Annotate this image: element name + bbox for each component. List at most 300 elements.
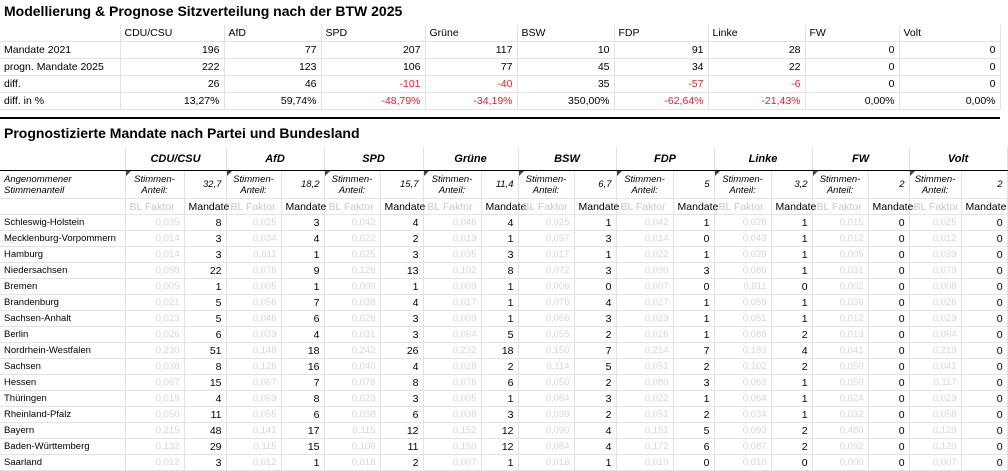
factor-cell[interactable]: 0,010 xyxy=(714,455,771,471)
mandate-cell[interactable]: 12 xyxy=(481,423,518,439)
factor-cell[interactable]: 0,059 xyxy=(714,295,771,311)
mandate-cell[interactable]: 4 xyxy=(481,215,518,231)
mandate-cell[interactable]: 18 xyxy=(281,343,324,359)
overview-party-name[interactable]: FDP xyxy=(614,25,708,42)
mandate-cell[interactable]: 1 xyxy=(673,247,714,263)
mandate-cell[interactable]: 0 xyxy=(868,407,909,423)
factor-cell[interactable]: 0,026 xyxy=(125,327,184,343)
overview-row-label[interactable]: diff. xyxy=(0,76,120,93)
factor-cell[interactable]: 0,150 xyxy=(518,343,574,359)
mandate-cell[interactable]: 0 xyxy=(868,311,909,327)
mandate-cell[interactable]: 4 xyxy=(380,295,423,311)
factor-cell[interactable]: 0,005 xyxy=(125,279,184,295)
party-header[interactable]: FW xyxy=(812,147,909,171)
factor-cell[interactable]: 0,183 xyxy=(714,343,771,359)
mandate-cell[interactable]: 2 xyxy=(380,455,423,471)
factor-cell[interactable]: 0,025 xyxy=(518,215,574,231)
mandate-cell[interactable]: 3 xyxy=(380,391,423,407)
mandate-cell[interactable]: 1 xyxy=(771,375,812,391)
mandate-cell[interactable]: 26 xyxy=(380,343,423,359)
mandate-cell[interactable]: 4 xyxy=(574,439,616,455)
mandate-cell[interactable]: 0 xyxy=(868,359,909,375)
factor-cell[interactable]: 0,021 xyxy=(125,295,184,311)
factor-cell[interactable]: 0,050 xyxy=(125,407,184,423)
factor-cell[interactable]: 0,012 xyxy=(812,231,868,247)
factor-cell[interactable]: 0,066 xyxy=(518,311,574,327)
mandate-cell[interactable]: 4 xyxy=(574,423,616,439)
factor-cell[interactable]: 0,019 xyxy=(125,391,184,407)
overview-value-cell[interactable]: -57 xyxy=(614,76,708,93)
overview-value-cell[interactable]: 91 xyxy=(614,42,708,59)
factor-cell[interactable]: 0,086 xyxy=(714,263,771,279)
factor-cell[interactable]: 0,008 xyxy=(909,279,961,295)
mandate-cell[interactable]: 6 xyxy=(481,375,518,391)
mandate-cell[interactable]: 5 xyxy=(184,295,226,311)
mandate-cell[interactable]: 0 xyxy=(868,247,909,263)
factor-cell[interactable]: 0,007 xyxy=(423,455,481,471)
mandate-cell[interactable]: 11 xyxy=(184,407,226,423)
mandate-cell[interactable]: 0 xyxy=(961,231,1007,247)
share-input[interactable]: 18,2 xyxy=(281,171,324,199)
mandate-cell[interactable]: 5 xyxy=(673,423,714,439)
overview-value-cell[interactable]: -21,43% xyxy=(708,93,805,110)
factor-cell[interactable]: 0,106 xyxy=(324,439,380,455)
mandate-cell[interactable]: 0 xyxy=(868,231,909,247)
overview-value-cell[interactable]: 10 xyxy=(517,42,614,59)
factor-cell[interactable]: 0,011 xyxy=(714,279,771,295)
mandate-cell[interactable]: 0 xyxy=(868,279,909,295)
factor-cell[interactable]: 0,023 xyxy=(909,391,961,407)
mandate-cell[interactable]: 7 xyxy=(281,375,324,391)
mandate-cell[interactable]: 0 xyxy=(961,327,1007,343)
factor-cell[interactable]: 0,041 xyxy=(909,359,961,375)
mandate-cell[interactable]: 6 xyxy=(184,327,226,343)
factor-cell[interactable]: 0,042 xyxy=(616,215,673,231)
overview-value-cell[interactable]: 34 xyxy=(614,59,708,76)
mandate-cell[interactable]: 3 xyxy=(574,311,616,327)
mandate-cell[interactable]: 3 xyxy=(380,311,423,327)
mandate-cell[interactable]: 6 xyxy=(380,407,423,423)
mandate-cell[interactable]: 2 xyxy=(380,231,423,247)
mandate-cell[interactable]: 0 xyxy=(961,375,1007,391)
factor-cell[interactable]: 0,035 xyxy=(125,215,184,231)
factor-cell[interactable]: 0,033 xyxy=(909,247,961,263)
factor-cell[interactable]: 0,058 xyxy=(324,407,380,423)
state-name[interactable]: Bremen xyxy=(0,279,125,295)
factor-cell[interactable]: 0,031 xyxy=(324,327,380,343)
mandate-cell[interactable]: 51 xyxy=(184,343,226,359)
mandate-cell[interactable]: 1 xyxy=(771,311,812,327)
state-name[interactable]: Nordrhein-Westfalen xyxy=(0,343,125,359)
overview-value-cell[interactable]: 13,27% xyxy=(120,93,224,110)
mandate-cell[interactable]: 0 xyxy=(868,327,909,343)
mandate-cell[interactable]: 22 xyxy=(184,263,226,279)
factor-cell[interactable]: 0,012 xyxy=(909,231,961,247)
factor-cell[interactable]: 0,014 xyxy=(125,247,184,263)
factor-cell[interactable]: 0,214 xyxy=(616,343,673,359)
mandate-cell[interactable]: 1 xyxy=(574,455,616,471)
factor-cell[interactable]: 0,013 xyxy=(423,231,481,247)
factor-cell[interactable]: 0,024 xyxy=(812,391,868,407)
share-input[interactable]: 2 xyxy=(961,171,1007,199)
factor-cell[interactable]: 0,084 xyxy=(518,439,574,455)
mandate-cell[interactable]: 0 xyxy=(868,439,909,455)
overview-value-cell[interactable]: 26 xyxy=(120,76,224,93)
mandate-cell[interactable]: 3 xyxy=(574,231,616,247)
factor-cell[interactable]: 0,126 xyxy=(226,359,281,375)
mandate-cell[interactable]: 7 xyxy=(281,295,324,311)
mandate-cell[interactable]: 1 xyxy=(673,295,714,311)
factor-cell[interactable]: 0,000 xyxy=(812,455,868,471)
factor-cell[interactable]: 0,480 xyxy=(812,423,868,439)
mandate-cell[interactable]: 3 xyxy=(380,247,423,263)
factor-cell[interactable]: 0,038 xyxy=(324,295,380,311)
factor-cell[interactable]: 0,022 xyxy=(324,231,380,247)
mandate-cell[interactable]: 0 xyxy=(868,343,909,359)
factor-cell[interactable]: 0,051 xyxy=(616,359,673,375)
mandate-cell[interactable]: 15 xyxy=(281,439,324,455)
factor-cell[interactable]: 0,025 xyxy=(324,247,380,263)
mandate-cell[interactable]: 12 xyxy=(481,439,518,455)
factor-cell[interactable]: 0,029 xyxy=(714,247,771,263)
factor-cell[interactable]: 0,076 xyxy=(423,375,481,391)
factor-cell[interactable]: 0,005 xyxy=(423,391,481,407)
factor-cell[interactable]: 0,115 xyxy=(226,439,281,455)
overview-value-cell[interactable]: 106 xyxy=(321,59,425,76)
mandate-cell[interactable]: 3 xyxy=(184,231,226,247)
mandate-cell[interactable]: 3 xyxy=(184,455,226,471)
overview-value-cell[interactable]: 22 xyxy=(708,59,805,76)
factor-cell[interactable]: 0,022 xyxy=(616,247,673,263)
factor-cell[interactable]: 0,046 xyxy=(423,215,481,231)
mandate-cell[interactable]: 3 xyxy=(281,215,324,231)
overview-party-name[interactable]: BSW xyxy=(517,25,614,42)
overview-value-cell[interactable]: 0,00% xyxy=(805,93,899,110)
mandate-cell[interactable]: 6 xyxy=(281,311,324,327)
factor-cell[interactable]: 0,023 xyxy=(909,311,961,327)
mandate-cell[interactable]: 0 xyxy=(961,455,1007,471)
factor-cell[interactable]: 0,215 xyxy=(125,423,184,439)
overview-value-cell[interactable]: 350,00% xyxy=(517,93,614,110)
factor-cell[interactable]: 0,026 xyxy=(616,327,673,343)
factor-cell[interactable]: 0,009 xyxy=(324,279,380,295)
mandate-cell[interactable]: 8 xyxy=(380,375,423,391)
factor-cell[interactable]: 0,093 xyxy=(714,423,771,439)
overview-value-cell[interactable]: 77 xyxy=(425,59,517,76)
factor-cell[interactable]: 0,050 xyxy=(518,375,574,391)
overview-row-label[interactable]: Mandate 2021 xyxy=(0,42,120,59)
factor-cell[interactable]: 0,012 xyxy=(226,455,281,471)
mandate-cell[interactable]: 29 xyxy=(184,439,226,455)
mandate-cell[interactable]: 2 xyxy=(673,407,714,423)
mandate-cell[interactable]: 1 xyxy=(481,391,518,407)
factor-cell[interactable]: 0,036 xyxy=(812,295,868,311)
factor-cell[interactable]: 0,023 xyxy=(125,311,184,327)
mandate-cell[interactable]: 1 xyxy=(673,215,714,231)
mandate-cell[interactable]: 4 xyxy=(771,343,812,359)
overview-value-cell[interactable]: 0 xyxy=(805,59,899,76)
overview-value-cell[interactable]: -62,64% xyxy=(614,93,708,110)
mandate-cell[interactable]: 9 xyxy=(281,263,324,279)
mandate-cell[interactable]: 5 xyxy=(574,359,616,375)
overview-value-cell[interactable]: 222 xyxy=(120,59,224,76)
mandate-cell[interactable]: 12 xyxy=(380,423,423,439)
factor-cell[interactable]: 0,056 xyxy=(226,295,281,311)
factor-cell[interactable]: 0,005 xyxy=(226,279,281,295)
factor-cell[interactable]: 0,023 xyxy=(616,311,673,327)
mandate-cell[interactable]: 3 xyxy=(673,375,714,391)
mandate-cell[interactable]: 1 xyxy=(281,247,324,263)
factor-cell[interactable]: 0,148 xyxy=(226,343,281,359)
state-name[interactable]: Thüringen xyxy=(0,391,125,407)
factor-cell[interactable]: 0,009 xyxy=(423,279,481,295)
party-header[interactable]: SPD xyxy=(324,147,423,171)
state-name[interactable]: Berlin xyxy=(0,327,125,343)
mandate-cell[interactable]: 3 xyxy=(481,407,518,423)
factor-cell[interactable]: 0,046 xyxy=(226,311,281,327)
party-header[interactable]: BSW xyxy=(518,147,616,171)
mandate-cell[interactable]: 0 xyxy=(673,279,714,295)
mandate-cell[interactable]: 1 xyxy=(574,247,616,263)
mandate-cell[interactable]: 0 xyxy=(771,455,812,471)
mandate-cell[interactable]: 2 xyxy=(574,327,616,343)
factor-cell[interactable]: 0,038 xyxy=(125,359,184,375)
factor-cell[interactable]: 0,014 xyxy=(616,231,673,247)
mandate-cell[interactable]: 0 xyxy=(961,359,1007,375)
overview-value-cell[interactable]: 59,74% xyxy=(224,93,321,110)
factor-cell[interactable]: 0,043 xyxy=(714,231,771,247)
factor-cell[interactable]: 0,102 xyxy=(714,359,771,375)
mandate-cell[interactable]: 0 xyxy=(961,343,1007,359)
mandate-cell[interactable]: 8 xyxy=(481,263,518,279)
overview-value-cell[interactable]: -6 xyxy=(708,76,805,93)
overview-value-cell[interactable]: 207 xyxy=(321,42,425,59)
factor-cell[interactable]: 0,033 xyxy=(226,327,281,343)
mandate-cell[interactable]: 1 xyxy=(771,247,812,263)
factor-cell[interactable]: 0,040 xyxy=(324,359,380,375)
mandate-cell[interactable]: 0 xyxy=(868,263,909,279)
party-header[interactable]: Linke xyxy=(714,147,812,171)
mandate-cell[interactable]: 2 xyxy=(673,359,714,375)
factor-cell[interactable]: 0,012 xyxy=(125,455,184,471)
mandate-cell[interactable]: 0 xyxy=(868,423,909,439)
factor-cell[interactable]: 0,079 xyxy=(909,263,961,279)
factor-cell[interactable]: 0,090 xyxy=(616,263,673,279)
factor-cell[interactable]: 0,039 xyxy=(518,407,574,423)
mandate-cell[interactable]: 0 xyxy=(868,391,909,407)
factor-cell[interactable]: 0,017 xyxy=(423,295,481,311)
share-input[interactable]: 6,7 xyxy=(574,171,616,199)
factor-cell[interactable]: 0,063 xyxy=(714,375,771,391)
share-input[interactable]: 5 xyxy=(673,171,714,199)
state-name[interactable]: Schleswig-Holstein xyxy=(0,215,125,231)
party-header[interactable]: CDU/CSU xyxy=(125,147,226,171)
mandate-cell[interactable]: 8 xyxy=(184,215,226,231)
factor-cell[interactable]: 0,032 xyxy=(812,407,868,423)
mandate-cell[interactable]: 1 xyxy=(481,279,518,295)
factor-cell[interactable]: 0,063 xyxy=(226,391,281,407)
mandate-cell[interactable]: 1 xyxy=(481,311,518,327)
factor-cell[interactable]: 0,009 xyxy=(423,311,481,327)
mandate-cell[interactable]: 0 xyxy=(868,375,909,391)
overview-value-cell[interactable]: 196 xyxy=(120,42,224,59)
factor-cell[interactable]: 0,115 xyxy=(324,423,380,439)
mandate-cell[interactable]: 1 xyxy=(380,279,423,295)
factor-cell[interactable]: 0,232 xyxy=(423,343,481,359)
overview-value-cell[interactable]: 35 xyxy=(517,76,614,93)
factor-cell[interactable]: 0,064 xyxy=(423,327,481,343)
mandate-cell[interactable]: 1 xyxy=(184,279,226,295)
mandate-cell[interactable]: 1 xyxy=(574,215,616,231)
factor-cell[interactable]: 0,057 xyxy=(518,231,574,247)
overview-value-cell[interactable]: 0 xyxy=(805,76,899,93)
mandate-cell[interactable]: 0 xyxy=(961,391,1007,407)
mandate-cell[interactable]: 2 xyxy=(771,359,812,375)
mandate-cell[interactable]: 3 xyxy=(481,247,518,263)
state-name[interactable]: Saarland xyxy=(0,455,125,471)
factor-cell[interactable]: 0,028 xyxy=(423,359,481,375)
party-header[interactable]: Grüne xyxy=(423,147,518,171)
factor-cell[interactable]: 0,230 xyxy=(125,343,184,359)
state-name[interactable]: Bayern xyxy=(0,423,125,439)
factor-cell[interactable]: 0,051 xyxy=(714,311,771,327)
factor-cell[interactable]: 0,172 xyxy=(616,439,673,455)
state-name[interactable]: Niedersachsen xyxy=(0,263,125,279)
mandate-cell[interactable]: 6 xyxy=(281,407,324,423)
factor-cell[interactable]: 0,002 xyxy=(812,279,868,295)
overview-value-cell[interactable]: -101 xyxy=(321,76,425,93)
state-name[interactable]: Baden-Württemberg xyxy=(0,439,125,455)
factor-cell[interactable]: 0,078 xyxy=(324,375,380,391)
state-name[interactable]: Mecklenburg-Vorpommern xyxy=(0,231,125,247)
overview-value-cell[interactable]: 0 xyxy=(899,76,1000,93)
mandate-cell[interactable]: 2 xyxy=(574,375,616,391)
factor-cell[interactable]: 0,064 xyxy=(909,327,961,343)
mandate-cell[interactable]: 0 xyxy=(961,247,1007,263)
factor-cell[interactable]: 0,126 xyxy=(324,263,380,279)
factor-cell[interactable]: 0,151 xyxy=(616,423,673,439)
factor-cell[interactable]: 0,087 xyxy=(714,439,771,455)
mandate-cell[interactable]: 1 xyxy=(673,327,714,343)
mandate-cell[interactable]: 0 xyxy=(961,439,1007,455)
factor-cell[interactable]: 0,098 xyxy=(125,263,184,279)
factor-cell[interactable]: 0,050 xyxy=(812,359,868,375)
state-name[interactable]: Hamburg xyxy=(0,247,125,263)
mandate-cell[interactable]: 4 xyxy=(281,231,324,247)
mandate-cell[interactable]: 3 xyxy=(574,263,616,279)
overview-value-cell[interactable]: 0 xyxy=(899,59,1000,76)
factor-cell[interactable]: 0,067 xyxy=(125,375,184,391)
mandate-cell[interactable]: 2 xyxy=(771,327,812,343)
factor-cell[interactable]: 0,016 xyxy=(518,455,574,471)
mandate-cell[interactable]: 1 xyxy=(673,311,714,327)
share-input[interactable]: 2 xyxy=(868,171,909,199)
factor-cell[interactable]: 0,007 xyxy=(909,455,961,471)
mandate-cell[interactable]: 3 xyxy=(380,327,423,343)
mandate-cell[interactable]: 5 xyxy=(481,327,518,343)
mandate-cell[interactable]: 4 xyxy=(380,359,423,375)
factor-cell[interactable]: 0,050 xyxy=(812,375,868,391)
overview-value-cell[interactable]: 0 xyxy=(805,42,899,59)
overview-value-cell[interactable]: -48,79% xyxy=(321,93,425,110)
factor-cell[interactable]: 0,018 xyxy=(324,455,380,471)
mandate-cell[interactable]: 15 xyxy=(184,375,226,391)
overview-value-cell[interactable]: 123 xyxy=(224,59,321,76)
mandate-cell[interactable]: 6 xyxy=(673,439,714,455)
mandate-cell[interactable]: 0 xyxy=(868,295,909,311)
factor-cell[interactable]: 0,058 xyxy=(909,407,961,423)
overview-party-name[interactable]: Grüne xyxy=(425,25,517,42)
factor-cell[interactable]: 0,006 xyxy=(518,279,574,295)
overview-value-cell[interactable]: 0,00% xyxy=(899,93,1000,110)
factor-cell[interactable]: 0,042 xyxy=(324,215,380,231)
overview-value-cell[interactable]: 28 xyxy=(708,42,805,59)
factor-cell[interactable]: 0,067 xyxy=(226,375,281,391)
mandate-cell[interactable]: 0 xyxy=(961,263,1007,279)
factor-cell[interactable]: 0,152 xyxy=(423,423,481,439)
state-name[interactable]: Hessen xyxy=(0,375,125,391)
mandate-cell[interactable]: 1 xyxy=(281,455,324,471)
factor-cell[interactable]: 0,027 xyxy=(616,295,673,311)
overview-value-cell[interactable]: 0 xyxy=(899,42,1000,59)
overview-party-name[interactable]: Linke xyxy=(708,25,805,42)
mandate-cell[interactable]: 0 xyxy=(868,455,909,471)
mandate-cell[interactable]: 16 xyxy=(281,359,324,375)
factor-cell[interactable]: 0,076 xyxy=(226,263,281,279)
factor-cell[interactable]: 0,034 xyxy=(714,407,771,423)
mandate-cell[interactable]: 3 xyxy=(574,391,616,407)
overview-value-cell[interactable]: -34,19% xyxy=(425,93,517,110)
mandate-cell[interactable]: 17 xyxy=(281,423,324,439)
factor-cell[interactable]: 0,034 xyxy=(226,231,281,247)
mandate-cell[interactable]: 0 xyxy=(961,407,1007,423)
mandate-cell[interactable]: 2 xyxy=(574,407,616,423)
factor-cell[interactable]: 0,010 xyxy=(616,455,673,471)
overview-party-name[interactable]: Volt xyxy=(899,25,1000,42)
factor-cell[interactable]: 0,242 xyxy=(324,343,380,359)
share-input[interactable]: 11,4 xyxy=(481,171,518,199)
factor-cell[interactable]: 0,005 xyxy=(812,247,868,263)
mandate-cell[interactable]: 1 xyxy=(771,215,812,231)
share-input[interactable]: 3,2 xyxy=(771,171,812,199)
overview-party-name[interactable]: AfD xyxy=(224,25,321,42)
factor-cell[interactable]: 0,102 xyxy=(423,263,481,279)
factor-cell[interactable]: 0,041 xyxy=(812,343,868,359)
mandate-cell[interactable]: 11 xyxy=(380,439,423,455)
factor-cell[interactable]: 0,117 xyxy=(909,375,961,391)
mandate-cell[interactable]: 48 xyxy=(184,423,226,439)
overview-row-label[interactable]: progn. Mandate 2025 xyxy=(0,59,120,76)
factor-cell[interactable]: 0,114 xyxy=(518,359,574,375)
factor-cell[interactable]: 0,076 xyxy=(518,295,574,311)
overview-row-label[interactable]: diff. in % xyxy=(0,93,120,110)
mandate-cell[interactable]: 2 xyxy=(771,423,812,439)
mandate-cell[interactable]: 1 xyxy=(481,231,518,247)
mandate-cell[interactable]: 13 xyxy=(380,263,423,279)
factor-cell[interactable]: 0,219 xyxy=(909,343,961,359)
mandate-cell[interactable]: 1 xyxy=(771,231,812,247)
mandate-cell[interactable]: 0 xyxy=(574,279,616,295)
mandate-cell[interactable]: 4 xyxy=(184,391,226,407)
factor-cell[interactable]: 0,007 xyxy=(616,279,673,295)
mandate-cell[interactable]: 7 xyxy=(574,343,616,359)
overview-party-name[interactable]: FW xyxy=(805,25,899,42)
mandate-cell[interactable]: 5 xyxy=(184,311,226,327)
mandate-cell[interactable]: 3 xyxy=(673,263,714,279)
factor-cell[interactable]: 0,017 xyxy=(518,247,574,263)
factor-cell[interactable]: 0,072 xyxy=(518,263,574,279)
mandate-cell[interactable]: 8 xyxy=(281,391,324,407)
